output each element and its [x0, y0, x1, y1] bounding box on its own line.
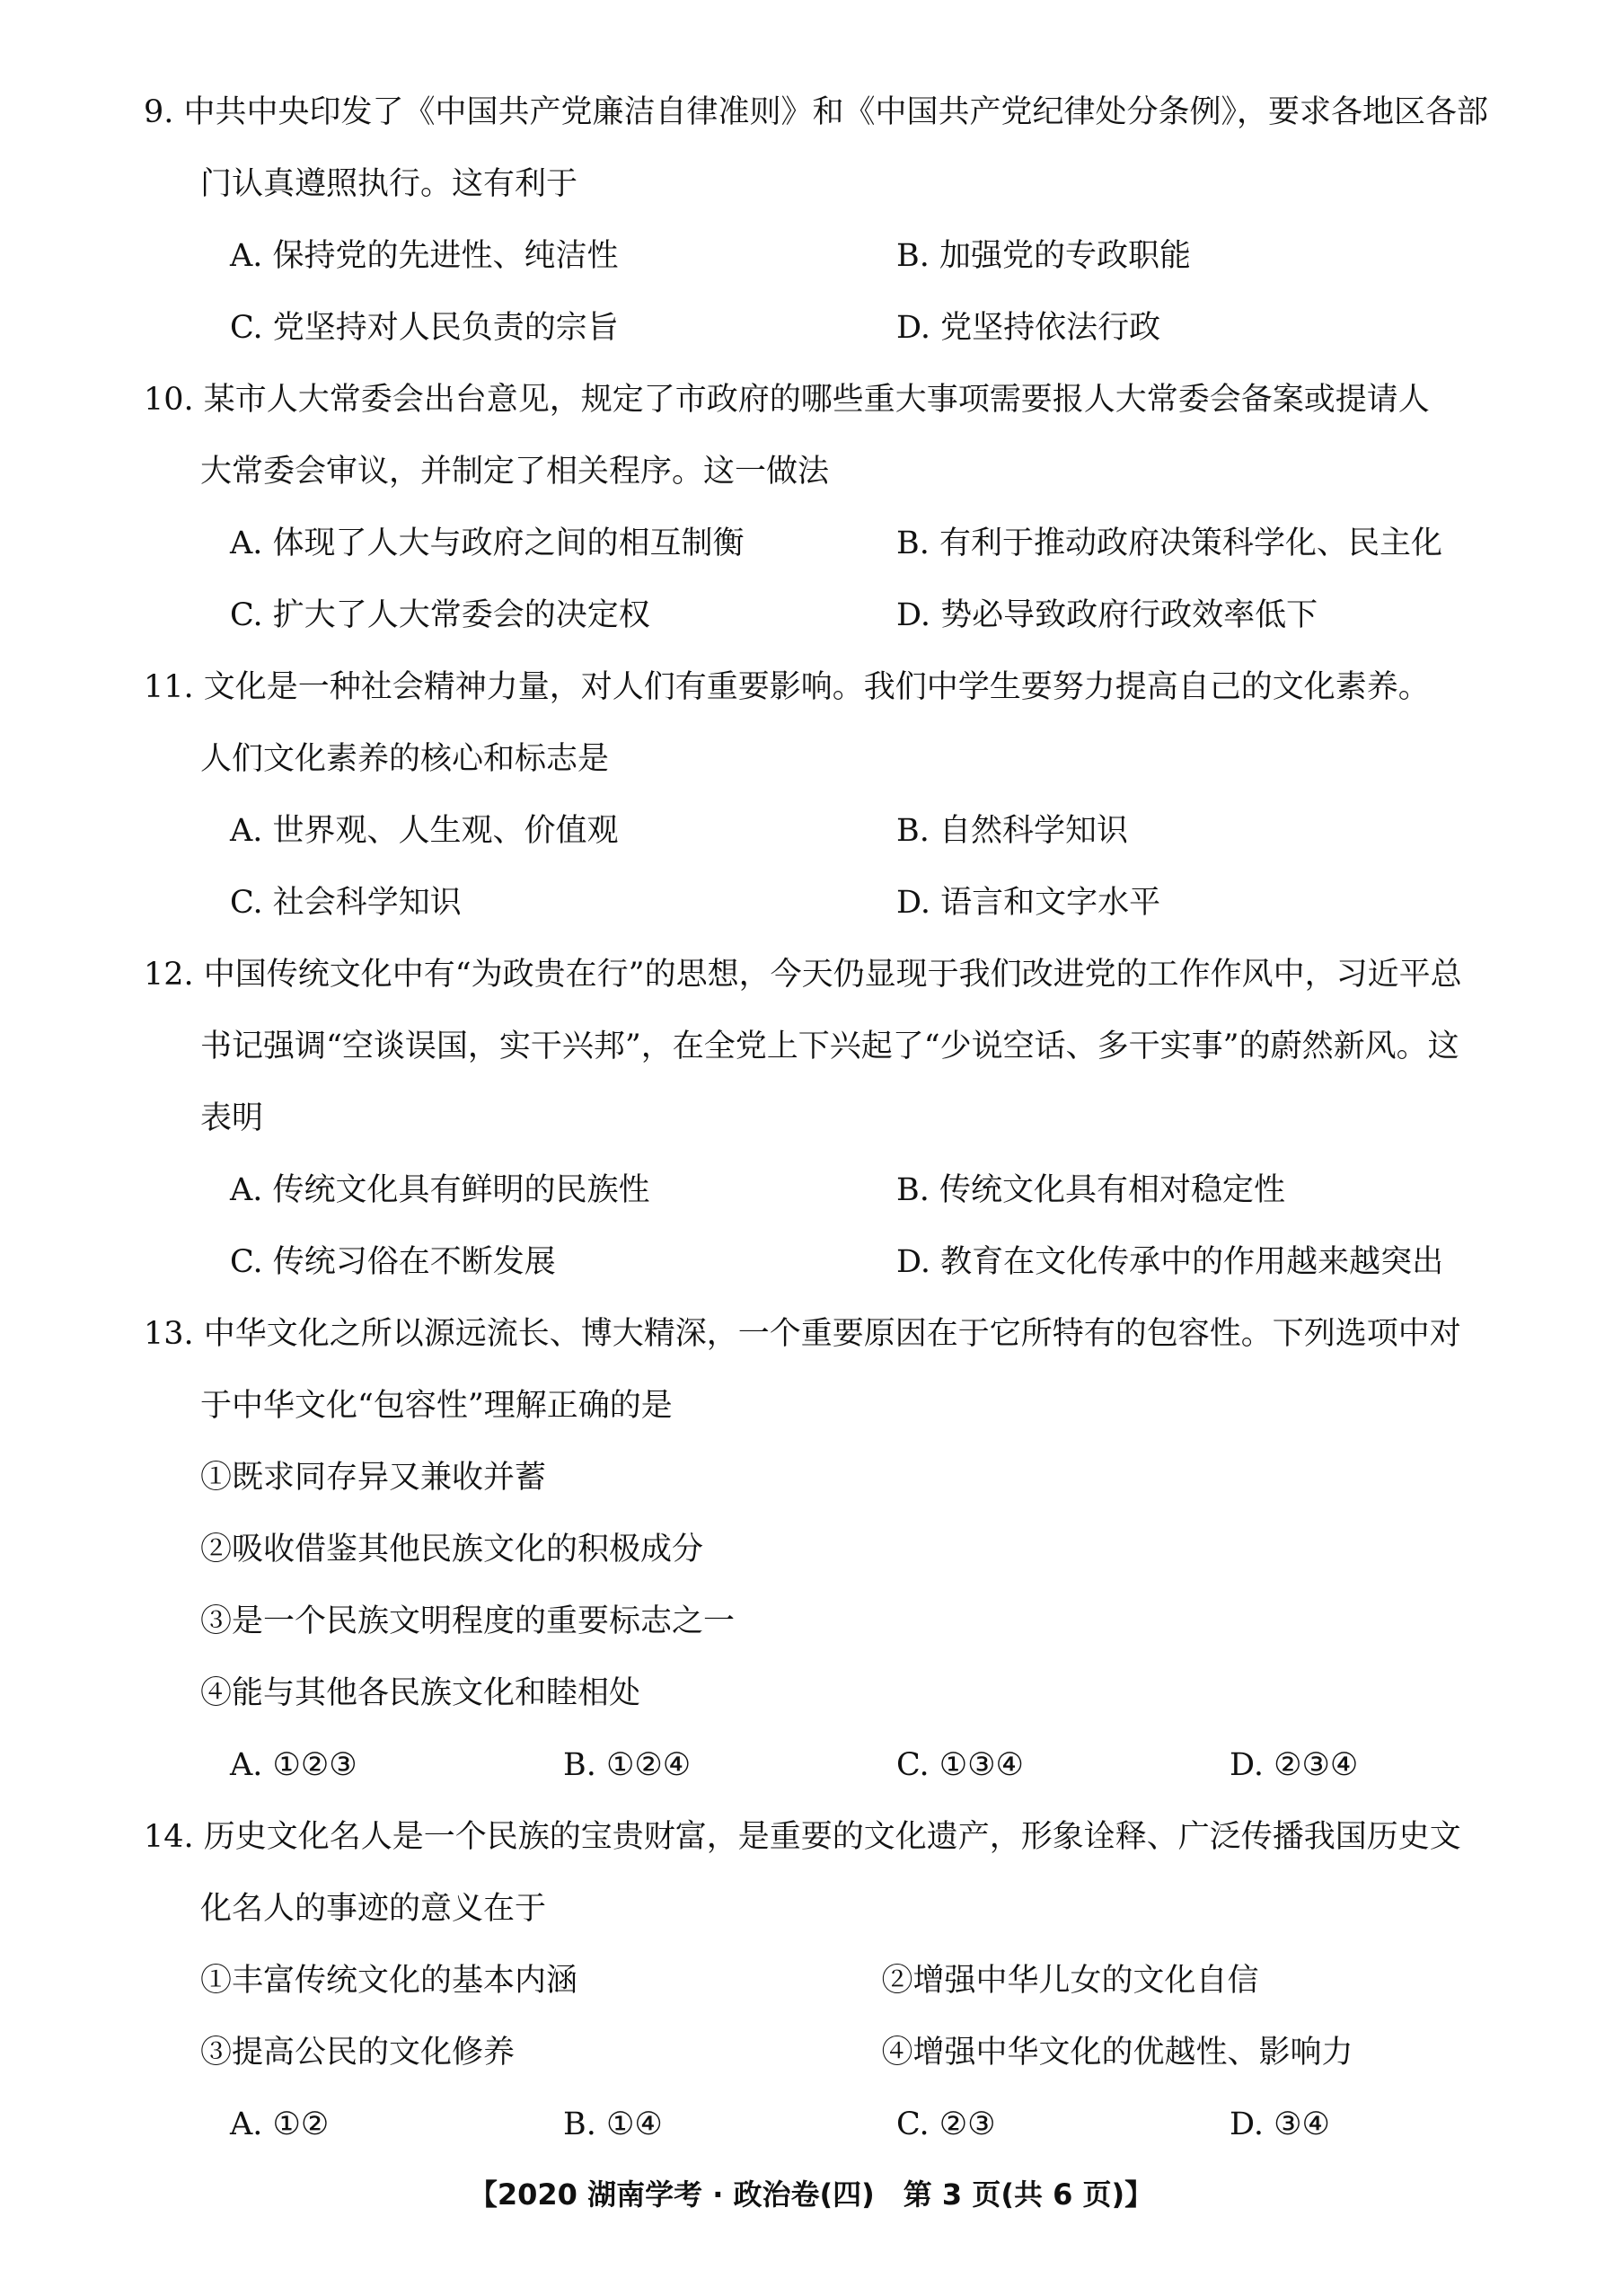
- statement-1: ①既求同存异又兼收并蓄: [200, 1460, 547, 1496]
- option-c: C. 党坚持对人民负责的宗旨: [230, 310, 619, 346]
- option-d: D. 势必导致政府行政效率低下: [896, 597, 1318, 633]
- statement-3: ③提高公民的文化修养: [200, 2035, 516, 2071]
- option-c: C. 扩大了人大常委会的决定权: [230, 597, 650, 633]
- question-stem: [144, 76, 1563, 220]
- statement-1: ①丰富传统文化的基本内涵: [200, 1963, 578, 1999]
- option-a: A. 传统文化具有鲜明的民族性: [230, 1172, 650, 1208]
- options: [144, 1729, 1563, 1801]
- option-a: A. 体现了人大与政府之间的相互制衡: [230, 525, 745, 561]
- question-13: [144, 1298, 1563, 1801]
- question-10: [144, 364, 1563, 651]
- statement-4: ④能与其他各民族文化和睦相处: [200, 1675, 641, 1711]
- option-d: D. 语言和文字水平: [896, 885, 1161, 921]
- statement-4: ④增强中华文化的优越性、影响力: [881, 2035, 1353, 2071]
- statement-2: ②增强中华儿女的文化自信: [881, 1963, 1259, 1999]
- options: [144, 220, 1563, 364]
- question-stem: [144, 1298, 1563, 1442]
- stem-line: 9. 中共中央印发了《中国共产党廉洁自律准则》和《中国共产党纪律处分条例》，要求各地区各部: [144, 94, 1489, 130]
- question-list: [144, 76, 1563, 2160]
- question-9: [144, 76, 1563, 364]
- option-a: A. 保持党的先进性、纯洁性: [230, 238, 619, 274]
- stem-line: 14. 历史文化名人是一个民族的宝贵财富，是重要的文化遗产，形象诠释、广泛传播我国历史文: [144, 1819, 1461, 1855]
- page-footer: 【2020 湖南学考 · 政治卷(四) 第 3 页(共 6 页)】: [468, 2177, 1154, 2212]
- option-d: D. 党坚持依法行政: [896, 310, 1161, 346]
- option-a: A. ①②③: [230, 1747, 357, 1783]
- option-a: A. 世界观、人生观、价值观: [230, 813, 619, 849]
- option-d: D. ②③④: [1230, 1747, 1359, 1783]
- stem-line: 10. 某市人大常委会出台意见，规定了市政府的哪些重大事项需要报人大常委会备案或提请人: [144, 382, 1430, 418]
- option-d: D. ③④: [1230, 2106, 1330, 2142]
- question-stem: [144, 364, 1563, 508]
- stem-line: 门认真遵照执行。这有利于: [200, 166, 578, 202]
- stem-line: 人们文化素养的核心和标志是: [200, 741, 610, 777]
- question-stem: [144, 1801, 1563, 1945]
- stem-line: 化名人的事迹的意义在于: [200, 1891, 547, 1927]
- option-b: B. ①④: [563, 2106, 663, 2142]
- option-b: B. 加强党的专政职能: [896, 238, 1191, 274]
- question-stem: [144, 939, 1563, 1154]
- option-d: D. 教育在文化传承中的作用越来越突出: [896, 1244, 1444, 1280]
- stem-line: 12. 中国传统文化中有“为政贵在行”的思想，今天仍显现于我们改进党的工作作风中，习近平总: [144, 957, 1462, 993]
- stem-line: 大常委会审议，并制定了相关程序。这一做法: [200, 454, 830, 490]
- option-b: B. ①②④: [563, 1747, 692, 1783]
- stem-line: 11. 文化是一种社会精神力量，对人们有重要影响。我们中学生要努力提高自己的文化素养。: [144, 669, 1430, 705]
- option-c: C. 社会科学知识: [230, 885, 462, 921]
- options: [144, 1154, 1563, 1298]
- options: [144, 795, 1563, 939]
- option-c: C. ①③④: [896, 1747, 1024, 1783]
- question-stem: [144, 651, 1563, 795]
- question-12: [144, 939, 1563, 1298]
- question-14: [144, 1801, 1563, 2160]
- options: [144, 2088, 1563, 2160]
- option-b: B. 有利于推动政府决策科学化、民主化: [896, 525, 1442, 561]
- stem-line: 表明: [200, 1100, 264, 1136]
- options: [144, 508, 1563, 651]
- stem-line: 于中华文化“包容性”理解正确的是: [200, 1388, 673, 1424]
- stem-line: 13. 中华文化之所以源远流长、博大精深，一个重要原因在于它所特有的包容性。下列选项中对: [144, 1316, 1461, 1352]
- statement-3: ③是一个民族文明程度的重要标志之一: [200, 1603, 736, 1639]
- option-c: C. ②③: [896, 2106, 996, 2142]
- statement-2: ②吸收借鉴其他民族文化的积极成分: [200, 1532, 704, 1567]
- option-c: C. 传统习俗在不断发展: [230, 1244, 556, 1280]
- stem-line: 书记强调“空谈误国，实干兴邦”，在全党上下兴起了“少说空话、多干实事”的蔚然新风。这: [200, 1029, 1459, 1064]
- question-11: [144, 651, 1563, 939]
- option-a: A. ①②: [230, 2106, 330, 2142]
- option-b: B. 自然科学知识: [896, 813, 1128, 849]
- option-b: B. 传统文化具有相对稳定性: [896, 1172, 1285, 1208]
